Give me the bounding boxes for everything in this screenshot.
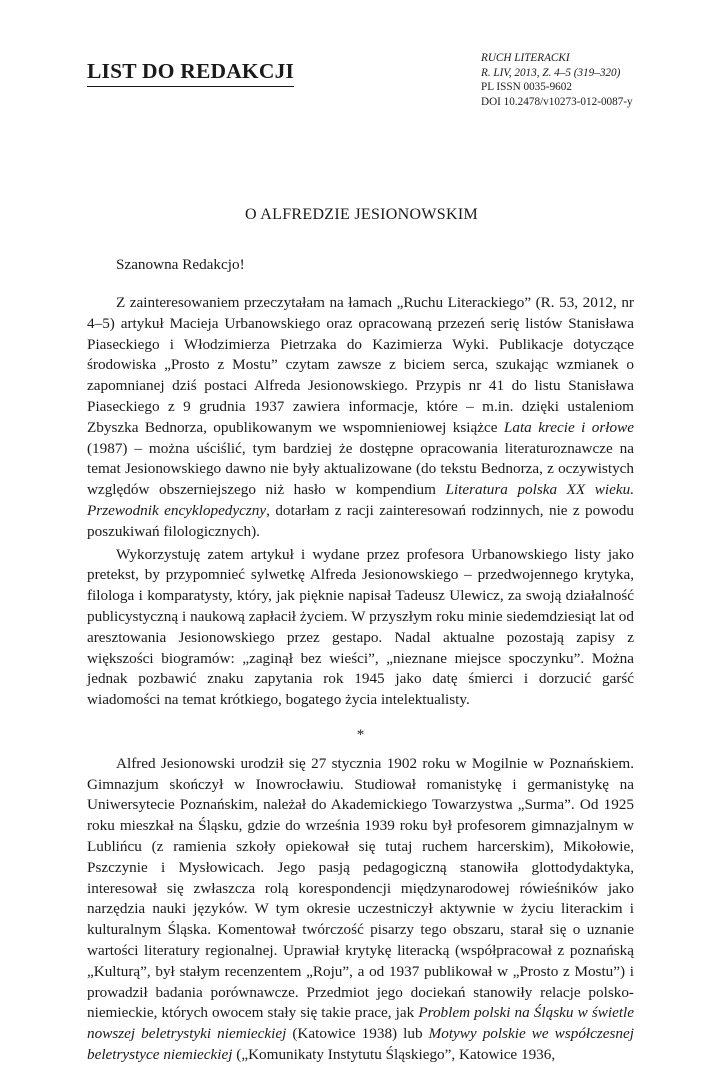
work-title-motywy-polskie: Motywy polskie we współczesnej beletrystyce niemieckiej	[87, 1025, 634, 1063]
article-title: O ALFREDZIE JESIONOWSKIM	[245, 206, 478, 223]
paragraph-1-text-e: , dotarłam z racji zainteresowań rodzinnych, nie z powodu poszukiwań filologicznych).	[87, 501, 634, 540]
section-heading: LIST DO REDAKCJI	[87, 58, 294, 87]
paragraph-3	[87, 754, 634, 1066]
paragraph-3-text-c: (Katowice 1938) lub	[286, 1025, 429, 1043]
journal-issn: PL ISSN 0035-9602	[481, 81, 572, 93]
journal-metadata	[481, 51, 633, 109]
journal-issue: R. LIV, 2013, Z. 4–5 (319–320)	[481, 66, 621, 79]
paragraph-2: Wykorzystuję zatem artykuł i wydane przez profesora Urbanowskiego listy jako pretekst, by przypomnieć sylwetkę Alfreda Jesionowskiego – przedwojennego krytyka, filologa i komparatysty, który, jak pięknie napisał Tadeusz Ulewicz, za swoją działalność publicystyczną i naukową zapłacił życiem. W przyszłym roku minie siedemdziesiąt lat od aresztowania Jesionowskiego przez gestapo. Nadal aktualne pozostają zapisy z większości biogramów: „zaginął bez wieści”, „nieznane miejsce spoczynku”. Można jednak pozbawić znaku zapytania rok 1945 jako datę śmierci i dorzucić garść wiadomości na temat krótkiego, bogatego życia intelektualisty.	[87, 545, 634, 709]
section-separator: *	[356, 725, 365, 743]
paragraph-1	[87, 293, 634, 543]
paragraph-1-text-c: (1987) – można uściślić, tym bardziej że dostępne opracowania literaturoznawcze na temat Jesionowskiego dawno nie były aktualizowane (do tekstu Bednorza, z oczywistych względów obszerniejszego niż hasło w kompendium	[87, 439, 634, 499]
book-title-lata-krecie: Lata krecie i orłowe	[503, 418, 634, 436]
salutation: Szanowna Redakcjo!	[116, 256, 245, 273]
work-title-problem-polski: Problem polski na Śląsku w świetle nowszej beletrystyki niemieckiej	[87, 1004, 634, 1043]
paragraph-1-text-a: Z zainteresowaniem przeczytałam na łamach „Ruchu Literackiego” (R. 53, 2012, nr 4–5) artykuł Macieja Urbanowskiego oraz opracowaną przezeń serię listów Stanisława Piaseckiego i Włodzimierza Pietrzaka do Kazimierza Wyki. Publikacje dotyczące środowiska „Prosto z Mostu” czytam zawsze z biciem serca, szukając wzmianek o zapomnianej dziś postaci Alfreda Jesionowskiego. Przypis nr 41 do listu Stanisława Piaseckiego z 9 grudnia 1937 zawiera informacje, które – m.in. dzięki ustaleniom Zbyszka Bednorza, opublikowanym we wspomnieniowej książce	[87, 294, 634, 436]
journal-name: RUCH LITERACKI	[481, 52, 570, 64]
book-title-literatura-polska: Literatura polska XX wieku. Przewodnik encyklopedyczny	[87, 481, 634, 519]
article-body	[87, 293, 634, 1066]
journal-doi: DOI 10.2478/v10273-012-0087-y	[481, 95, 633, 108]
paragraph-3-text-a: Alfred Jesionowski urodził się 27 stycznia 1902 roku w Mogilnie w Poznańskiem. Gimnazjum skończył w Inowrocławiu. Studiował romanistykę i germanistykę na Uniwersytecie Poznańskim, należał do Akademickiego Towarzystwa „Surma”. Od 1925 roku mieszkał na Śląsku, gdzie do września 1939 roku był profesorem gimnazjalnym w Lublińcu (z ramienia szkoły opiekował się tutaj ruchem harcerskim), Mikołowie, Pszczynie i Mysłowicach. Jego pasją pedagogiczną stanowiła glottodydaktyka, interesował się zwłaszcza rolą korespondencji międzynarodowej rówieśników jako narzędzia nauki języków. W tym okresie uczestniczył aktywnie w życiu literackim i kulturalnym Śląska. Komentował twórczość pisarzy tego obszaru, starał się o uznanie wartości literatury regionalnej. Uprawiał krytykę literacką (współpracował z poznańską „Kulturą”, był stałym recenzentem „Roju”, a od 1937 publikował w „Prosto z Mostu”) i prowadził badania porównawcze. Przedmiot jego dociekań stanowiły relacje polsko-niemieckie, których owocem stały się takie prace, jak	[87, 754, 634, 1022]
paragraph-3-text-e: („Komunikaty Instytutu Śląskiego”, Katowice 1936,	[232, 1045, 556, 1063]
